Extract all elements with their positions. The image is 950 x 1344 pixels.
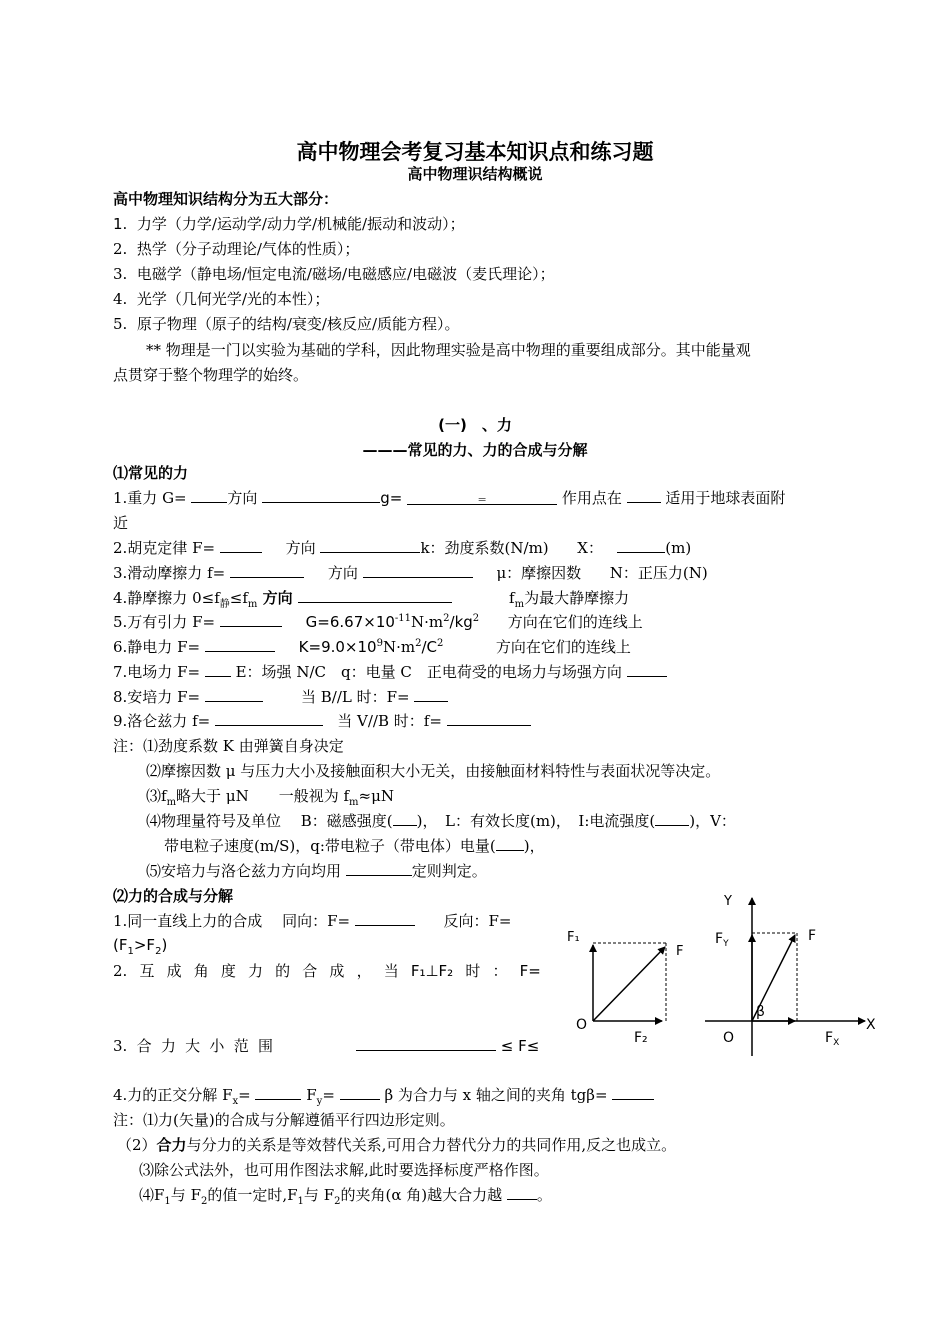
part-item-2: 2. 热学（分子动理论/气体的性质）； — [113, 240, 360, 258]
label-beta: β — [756, 1004, 765, 1020]
electrostatic-line: 6.静电力 F= $K=9.0\times 10^9N\cdot m^2/C^2$ 方向在它们的连线上 — [113, 638, 631, 656]
note-5: ⑸安培力与洛仑兹力方向均用 定则判定。 — [146, 862, 487, 880]
blank — [356, 1036, 496, 1051]
blank — [205, 687, 263, 702]
label-y: Y — [724, 894, 732, 909]
resultant-vector — [593, 947, 665, 1021]
section-subheading: ———常见的力、力的合成与分解 — [362, 441, 588, 459]
label-fx: $F_X$ — [825, 1030, 840, 1048]
note-3: $⑶f_m$略大于 μN 一般视为 $f_m\approx\mu N$ — [146, 787, 394, 808]
ampere-force-line: 8.安培力 F= 当 B//L 时：F= — [113, 687, 448, 707]
blank — [346, 861, 412, 876]
parallelogram-figure — [560, 925, 700, 1050]
blank — [191, 488, 227, 503]
blank — [627, 662, 667, 677]
part-item-1: 1. 力学（力学/运动学/动力学/机械能/振动和波动）； — [113, 215, 465, 233]
blank: = — [407, 490, 557, 505]
part-item-3: 3. 电磁学（静电场/恒定电流/磁场/电磁感应/电磁波（麦氏理论）； — [113, 265, 555, 283]
blank — [627, 488, 661, 503]
blank — [507, 1185, 537, 1200]
blank — [496, 836, 524, 851]
blank — [262, 488, 380, 503]
note-4-line2: 带电粒子速度(m/S)，q:带电粒子（带电体）电量( )， — [164, 837, 545, 855]
blank — [363, 563, 473, 578]
part-item-4: 4. 光学（几何光学/光的本性）； — [113, 290, 330, 308]
structure-heading: 高中物理知识结构分为五大部分： — [113, 190, 339, 208]
blank — [230, 563, 304, 578]
note-paragraph-line2: 点贯穿于整个物理学的始终。 — [113, 366, 309, 384]
blank — [255, 1085, 301, 1100]
part1-title: ⑴常见的力 — [113, 464, 189, 482]
blank — [298, 588, 452, 603]
note2-1: 注：⑴力(矢量)的合成与分解遵循平行四边形定则。 — [113, 1111, 455, 1129]
label-fy: $F_Y$ — [715, 931, 729, 949]
label-x: X — [866, 1017, 876, 1033]
hooke-line: 2.胡克定律 F= 方向 k：劲度系数(N/m) X： (m) — [113, 539, 692, 557]
range-expression: ≤ F≤ — [356, 1036, 539, 1056]
label-f: F — [808, 928, 817, 944]
blank — [320, 538, 420, 553]
gravitation-line: 5.万有引力 F= $G=6.67\times 10^{-11}N\cdot m^2/kg^2$ 方向在它们的连线上 — [113, 613, 643, 631]
sliding-friction-line: 3.滑动摩擦力 f= 方向 μ：摩擦因数 N：正压力(N) — [113, 564, 708, 582]
composition-line-3 — [113, 1036, 273, 1056]
note-4: ⑷物理量符号及单位 B：磁感强度( )， L：有效长度(m)， I:电流强度( )，V： — [146, 812, 736, 830]
label-f1: F₁ — [567, 930, 580, 945]
label-o: O — [723, 1030, 735, 1046]
section-heading: (一) 、力 — [438, 416, 512, 434]
composition-line-1: 1.同一直线上力的合成 同向：F= 反向：F= — [113, 912, 512, 930]
gravity-line-wrap: 近 — [113, 514, 129, 532]
blank — [340, 1085, 380, 1100]
blank — [393, 811, 417, 826]
blank — [612, 1085, 654, 1100]
note-paragraph-line1: ** 物理是一门以实验为基础的学科，因此物理实验是高中物理的重要组成部分。其中能量观 — [146, 341, 751, 359]
part-item-5: 5. 原子物理（原子的结构/衰变/核反应/质能方程）。 — [113, 315, 460, 333]
blank — [205, 662, 231, 677]
blank — [447, 711, 531, 726]
gravity-line: 1.重力 G= 方向 g= = 作用点在 适用于地球表面附 — [113, 489, 786, 507]
blank — [655, 811, 689, 826]
static-friction-line: 4.静摩擦力 $0\le f_静\le f_m$ 方向 $f_m$为最大静摩擦力 — [113, 589, 630, 610]
label-o: O — [576, 1017, 588, 1033]
part2-title: ⑵力的合成与分解 — [113, 887, 234, 905]
note2-2: （2）合力与分力的关系是等效替代关系,可用合力替代分力的共同作用,反之也成立。 — [117, 1136, 677, 1154]
note2-4: $⑷F_1$与 $F_2$的值一定时$,F_1$与 $F_2$的夹角(α 角)越大合力越 。 — [139, 1186, 552, 1207]
note-1: 注：⑴劲度系数 K 由弹簧自身决定 — [113, 737, 344, 755]
orthogonal-decomposition-line: 4.力的正交分解 $F_x= F_y= \beta$ 为合力与 x 轴之间的夹角 tgβ= — [113, 1085, 654, 1105]
lorentz-force-line: 9.洛仑兹力 f= 当 V//B 时：f= — [113, 711, 531, 731]
label-f: F — [676, 944, 684, 959]
orthogonal-decomposition-figure — [700, 888, 890, 1060]
composition-line-1-wrap: $(F_1>F_2)$ — [113, 936, 168, 957]
blank — [215, 711, 323, 726]
label-f2: F₂ — [634, 1030, 648, 1046]
range-label: 3. 合 力 大 小 范 围 — [113, 1037, 273, 1055]
blank — [220, 538, 262, 553]
page-title: 高中物理会考复习基本知识点和练习题 — [296, 140, 654, 164]
blank — [355, 911, 415, 926]
blank — [617, 538, 665, 553]
blank — [205, 637, 275, 652]
note2-3: ⑶除公式法外，也可用作图法求解,此时要选择标度严格作图。 — [139, 1161, 549, 1179]
electric-force-line: 7.电场力 F= E：场强 N/C q：电量 C 正电荷受的电场力与场强方向 — [113, 662, 667, 682]
page-subtitle: 高中物理识结构概说 — [407, 165, 543, 183]
blank — [220, 612, 282, 627]
blank — [414, 687, 448, 702]
note-2: ⑵摩擦因数 μ 与压力大小及接触面积大小无关，由接触面材料特性与表面状况等决定。 — [146, 762, 721, 780]
composition-line-2: 2. 互 成 角 度 力 的 合 成 ， 当 F₁⊥F₂ 时 ： F= — [113, 962, 541, 980]
